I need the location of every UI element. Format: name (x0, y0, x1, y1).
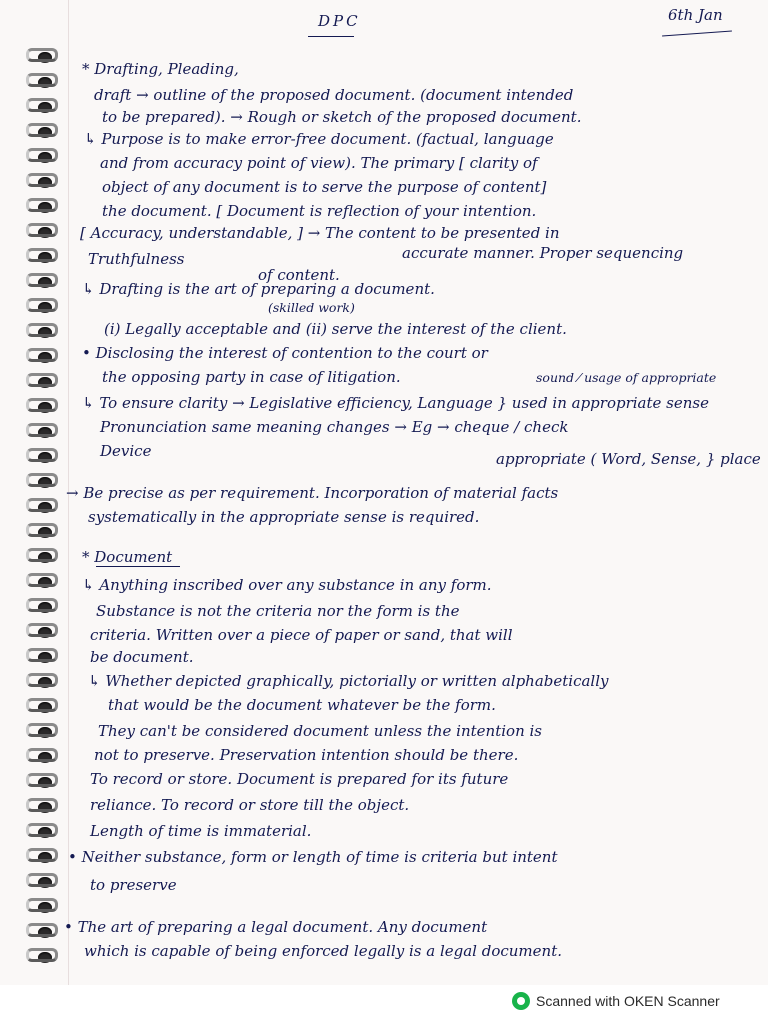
title-underline (308, 36, 354, 37)
binding-ring (26, 248, 58, 262)
note-line: Length of time is immaterial. (90, 822, 312, 840)
binding-ring (26, 898, 58, 912)
note-line: • Disclosing the interest of contention to the court or (82, 344, 488, 362)
note-line: Substance is not the criteria nor the form is the (96, 602, 460, 620)
binding-ring (26, 173, 58, 187)
note-line: systematically in the appropriate sense is required. (88, 508, 480, 526)
binding-ring (26, 323, 58, 337)
binding-ring (26, 223, 58, 237)
note-line: be document. (90, 648, 194, 666)
binding-ring (26, 198, 58, 212)
note-line: accurate manner. Proper sequencing (402, 244, 684, 262)
binding-ring (26, 148, 58, 162)
scanner-watermark-text: Scanned with OKEN Scanner (536, 993, 720, 1009)
note-line: (i) Legally acceptable and (ii) serve the interest of the client. (104, 320, 567, 338)
note-line: They can't be considered document unless the intention is (98, 722, 542, 740)
binding-ring (26, 348, 58, 362)
scanner-logo-icon (512, 992, 530, 1010)
note-line: Truthfulness (88, 250, 185, 268)
note-line: ↳ Anything inscribed over any substance in any form. (82, 576, 492, 594)
note-line: • Neither substance, form or length of time is criteria but intent (68, 848, 558, 866)
note-line: [ Accuracy, understandable, ] → The content to be presented in (80, 224, 560, 242)
binding-ring (26, 923, 58, 937)
note-line: Device (100, 442, 152, 460)
binding-ring (26, 473, 58, 487)
note-line: which is capable of being enforced legally is a legal document. (84, 942, 562, 960)
note-line: sound ⁄ usage of appropriate (536, 370, 717, 385)
note-line: * Drafting, Pleading, (82, 60, 239, 78)
binding-ring (26, 373, 58, 387)
note-line: To record or store. Document is prepared for its future (90, 770, 509, 788)
scanner-watermark (512, 988, 762, 1014)
note-line: ↳ Drafting is the art of preparing a document. (82, 280, 435, 298)
binding-ring (26, 98, 58, 112)
binding-ring (26, 848, 58, 862)
section-heading: * Document (82, 548, 173, 566)
note-line: that would be the document whatever be the form. (108, 696, 496, 714)
binding-ring (26, 748, 58, 762)
note-line: to be prepared). → Rough or sketch of the proposed document. (102, 108, 582, 126)
binding-ring (26, 298, 58, 312)
binding-ring (26, 423, 58, 437)
note-line: the opposing party in case of litigation. (102, 368, 401, 386)
binding-ring (26, 123, 58, 137)
note-line: Pronunciation same meaning changes → Eg → cheque / check (100, 418, 569, 436)
binding-ring (26, 798, 58, 812)
note-line: not to preserve. Preservation intention should be there. (94, 746, 519, 764)
binding-ring (26, 823, 58, 837)
binding-ring (26, 723, 58, 737)
note-line: (skilled work) (268, 300, 355, 315)
binding-ring (26, 673, 58, 687)
note-line: • The art of preparing a legal document. Any document (64, 918, 488, 936)
note-line: ↳ Whether depicted graphically, pictorially or written alphabetically (88, 672, 609, 690)
binding-ring (26, 498, 58, 512)
binding-ring (26, 398, 58, 412)
page-date: 6th Jan (668, 6, 723, 24)
section-heading-underline (96, 566, 180, 567)
binding-ring (26, 523, 58, 537)
binding-ring (26, 698, 58, 712)
note-line: ↳ To ensure clarity → Legislative efficiency, Language } used in appropriate sense (82, 394, 709, 412)
note-line: reliance. To record or store till the object. (90, 796, 410, 814)
binding-ring (26, 773, 58, 787)
note-line: appropriate ( Word, Sense, } place (496, 450, 761, 468)
note-line: to preserve (90, 876, 177, 894)
note-line: the document. [ Document is reflection of your intention. (102, 202, 537, 220)
note-line: ↳ Purpose is to make error-free document. (factual, language (84, 130, 554, 148)
binding-ring (26, 73, 58, 87)
binding-ring (26, 598, 58, 612)
page-title: DPC (318, 12, 361, 30)
binding-ring (26, 48, 58, 62)
binding-ring (26, 948, 58, 962)
binding-ring (26, 873, 58, 887)
note-line: draft → outline of the proposed document. (document intended (94, 86, 574, 104)
note-line: object of any document is to serve the purpose of content] (102, 178, 547, 196)
note-line: → Be precise as per requirement. Incorporation of material facts (66, 484, 559, 502)
binding-ring (26, 573, 58, 587)
date-underline (662, 31, 732, 37)
binding-ring (26, 623, 58, 637)
binding-ring (26, 548, 58, 562)
note-line: of content. (258, 266, 340, 284)
binding-ring (26, 273, 58, 287)
note-line: criteria. Written over a piece of paper or sand, that will (90, 626, 513, 644)
binding-ring (26, 448, 58, 462)
binding-ring (26, 648, 58, 662)
note-line: and from accuracy point of view). The primary [ clarity of (100, 154, 538, 172)
spiral-binding (22, 48, 62, 978)
